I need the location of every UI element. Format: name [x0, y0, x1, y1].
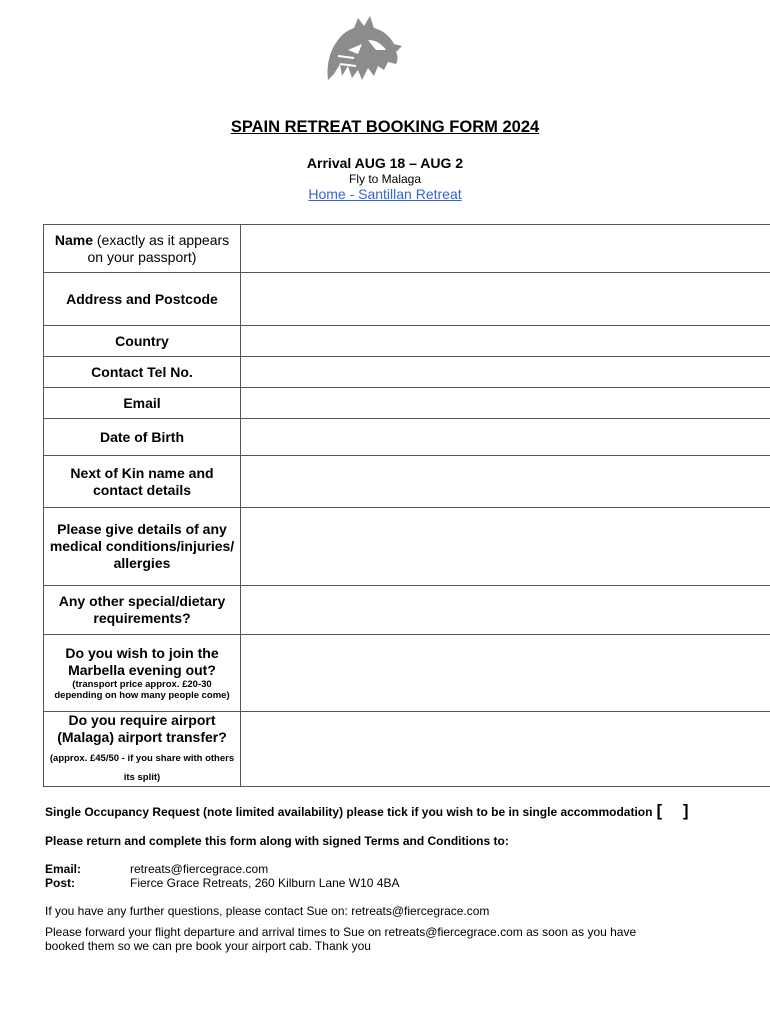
table-row [44, 712, 770, 787]
airport-transfer-label: Do you require airport (Malaga) airport transfer? (approx. £45/50 - if you share with others its split) [44, 712, 241, 787]
dietary-label: Any other special/dietary requirements? [44, 586, 241, 635]
home-link[interactable]: Home - Santillan Retreat [308, 186, 462, 202]
table-row [44, 225, 770, 273]
table-row [44, 388, 770, 419]
airport-transfer-field[interactable] [241, 712, 770, 787]
single-occupancy-text: Single Occupancy Request (note limited availability) please tick if you wish to be in single accommodation [ ] [45, 801, 689, 820]
dob-field[interactable] [241, 419, 770, 456]
page-title: SPAIN RETREAT BOOKING FORM 2024 [230, 118, 540, 136]
medical-label: Please give details of any medical conditions/injuries/ allergies [44, 508, 241, 586]
email-label: Email [44, 388, 241, 419]
table-row [44, 419, 770, 456]
wolf-head-logo-icon [318, 10, 408, 85]
table-row [44, 508, 770, 586]
flight-info-line-1: Please forward your flight departure and arrival times to Sue on retreats@fiercegrace.com as soon as you have [45, 925, 637, 939]
table-row [44, 635, 770, 712]
table-row [44, 586, 770, 635]
return-instructions: Please return and complete this form along with signed Terms and Conditions to: [45, 834, 509, 848]
medical-field[interactable] [241, 508, 770, 586]
email-field[interactable] [241, 388, 770, 419]
next-of-kin-label: Next of Kin name and contact details [44, 456, 241, 508]
next-of-kin-field[interactable] [241, 456, 770, 508]
booking-form-table [43, 224, 770, 787]
contact-email: retreats@fiercegrace.com [130, 862, 269, 876]
post-contact-row: Post: Fierce Grace Retreats, 260 Kilburn Lane W10 4BA [45, 876, 400, 890]
table-row [44, 273, 770, 326]
email-contact-row: Email: retreats@fiercegrace.com [45, 862, 269, 876]
contact-tel-field[interactable] [241, 357, 770, 388]
questions-text: If you have any further questions, please contact Sue on: retreats@fiercegrace.com [45, 904, 490, 918]
name-field[interactable] [241, 225, 770, 273]
marbella-field[interactable] [241, 635, 770, 712]
postal-address: Fierce Grace Retreats, 260 Kilburn Lane W10 4BA [130, 876, 400, 890]
table-row [44, 357, 770, 388]
dob-label: Date of Birth [44, 419, 241, 456]
flight-info-line-2: booked them so we can pre book your airport cab. Thank you [45, 939, 371, 953]
marbella-label: Do you wish to join the Marbella evening out? (transport price approx. £20-30 depending on how many people come) [44, 635, 241, 712]
contact-tel-label: Contact Tel No. [44, 357, 241, 388]
single-occupancy-checkbox[interactable]: [ ] [656, 801, 689, 820]
country-field[interactable] [241, 326, 770, 357]
country-label: Country [44, 326, 241, 357]
address-label: Address and Postcode [44, 273, 241, 326]
dietary-field[interactable] [241, 586, 770, 635]
name-label: Name (exactly as it appears on your passport) [44, 225, 241, 273]
arrival-dates: Arrival AUG 18 – AUG 2 [306, 155, 464, 171]
fly-to-text: Fly to Malaga [348, 172, 422, 186]
table-row [44, 456, 770, 508]
address-field[interactable] [241, 273, 770, 326]
table-row [44, 326, 770, 357]
